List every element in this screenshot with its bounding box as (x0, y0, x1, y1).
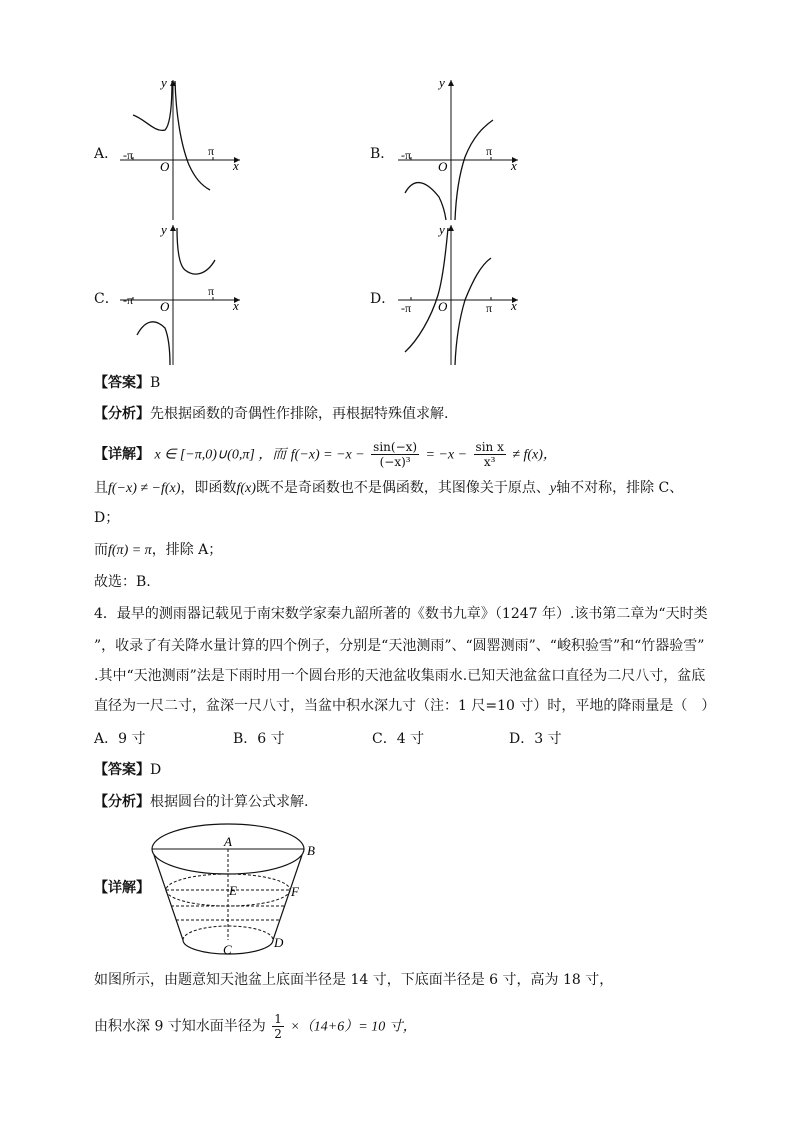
q3-detail-line1: 【详解】 x ∈ [−π,0)∪(0,π] ，而 f(−x) = −x − $\frac{\sin(-x)}{\text{(−x)³}}$ = −x − $\frac{\text{sin x}}{\text{x³}}$ ≠ f(x)， (94, 440, 557, 469)
q3-detail-line4: 而f(π) = π，排除 A； (94, 542, 223, 558)
choice-d: D．3 寸 (509, 731, 562, 747)
q4-detail-tag: 【详解】 (94, 880, 150, 896)
origin-label: O (160, 159, 170, 174)
fraction-half: $\frac{1}{2}$ (274, 1012, 282, 1041)
curve-right (455, 120, 493, 220)
pi-label: π (486, 144, 493, 158)
y-label: y (439, 75, 445, 90)
option-b-label: B． (370, 146, 395, 162)
q4-answer: 【答案】D (94, 762, 162, 778)
curve-left (405, 183, 446, 220)
neg-pi-label: -π (123, 148, 134, 162)
q3-conclusion: 故选：B. (94, 574, 151, 590)
q4-detail-line1: 如图所示，由题意知天池盆上底面半径是 14 寸，下底面半径是 6 寸，高为 18 寸， (94, 972, 614, 988)
pi-label: π (208, 144, 215, 158)
q3-answer: 【答案】B (94, 375, 161, 391)
pi-label: π (486, 301, 493, 315)
svg-text:D: D (274, 935, 284, 950)
neg-pi-label: -π (123, 293, 134, 307)
origin-label: O (438, 299, 448, 314)
svg-text:A: A (224, 834, 232, 849)
y-label: y (161, 75, 167, 90)
q3-detail-line3: D； (94, 510, 120, 526)
neg-pi-label: -π (401, 301, 412, 315)
graph-d (393, 220, 523, 368)
q4-stem-line4: 直径为一尺二寸，盆深一尺八寸，当盆中积水深九寸（注：1 尺=10 寸）时，平地的降雨量是（ ） (94, 698, 716, 714)
choice-c: C．4 寸 (372, 731, 425, 747)
x-label: x (511, 158, 517, 173)
frustum-figure (150, 822, 330, 962)
svg-text:C: C (223, 942, 232, 957)
pi-label: π (208, 284, 215, 298)
q4-stem-line2: ”，收录了有关降水量计算的四个例子，分别是“天池测雨”、“圆罂测雨”、“峻积验雪”和“竹器验雪” (94, 638, 705, 654)
q4-stem-line1: 4．最早的测雨器记载见于南宋数学家秦九韶所著的《数书九章》（1247 年）.该书第二章为“天时类 (94, 606, 708, 622)
q4-stem-line3: .其中“天池测雨”法是下雨时用一个圆台形的天池盆收集雨水.已知天池盆盆口直径为二尺八寸，盆底 (94, 668, 706, 684)
q4-detail-line2: 由积水深 9 寸知水面半径为 $\frac{1}{2}$ ×（14+6）= 10 寸， (94, 1012, 417, 1041)
x-label: x (511, 298, 517, 313)
curve-right (175, 81, 210, 190)
fraction-1: $\frac{\sin(-x)}{\text{(−x)³}}$ (373, 440, 418, 469)
q4-analysis: 【分析】根据圆台的计算公式求解. (94, 794, 309, 810)
y-label: y (161, 222, 167, 237)
graph-b (393, 75, 523, 223)
option-d-label: D． (370, 291, 396, 307)
q3-analysis: 【分析】先根据函数的奇偶性作排除，再根据特殊值求解. (94, 406, 449, 422)
choice-a: A．9 寸 (94, 731, 146, 747)
svg-text:F: F (291, 884, 299, 899)
bottom-back (183, 926, 273, 940)
y-label: y (439, 222, 445, 237)
origin-label: O (160, 299, 170, 314)
curve-left (405, 228, 448, 352)
option-a-label: A． (94, 146, 119, 162)
origin-label: O (438, 159, 448, 174)
x-label: x (233, 298, 239, 313)
svg-text:B: B (307, 843, 315, 858)
x-label: x (233, 158, 239, 173)
svg-text:E: E (229, 883, 237, 898)
curve-left (137, 322, 170, 365)
graph-c (115, 220, 245, 368)
choice-b: B．6 寸 (233, 731, 285, 747)
curve-right (177, 228, 215, 274)
q3-detail-line2: 且f(−x) ≠ −f(x)，即函数f(x)既不是奇函数也不是偶函数，其图像关于原点、y轴不对称，排除 C、 (94, 480, 684, 496)
option-c-label: C． (94, 291, 119, 307)
fraction-2: $\frac{\text{sin x}}{\text{x³}}$ (475, 440, 504, 469)
graph-a (115, 75, 245, 223)
neg-pi-label: -π (401, 148, 412, 162)
